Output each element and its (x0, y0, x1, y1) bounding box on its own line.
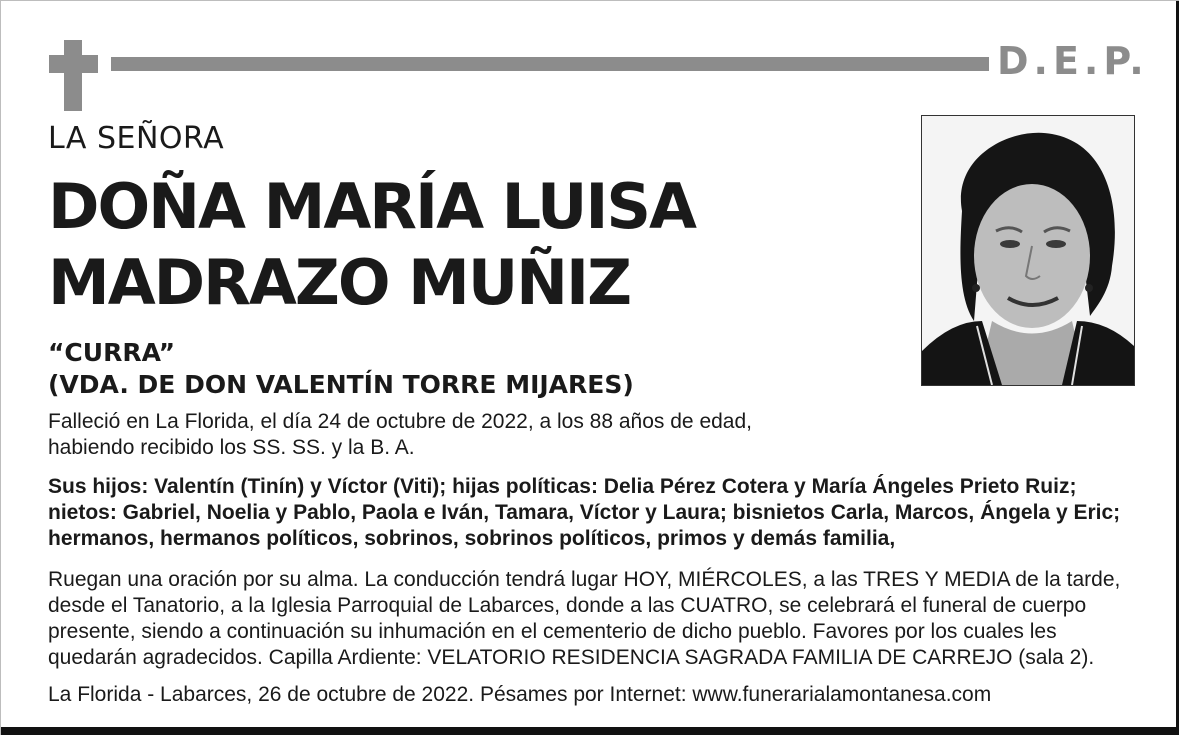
death-notice-line: habiendo recibido los SS. SS. y la B. A. (48, 436, 415, 459)
family-list (48, 474, 1158, 552)
funeral-details-line: desde el Tanatorio, a la Iglesia Parroquial de Labarces, donde a las CUATRO, se celebrará el funeral de cuerpo (48, 594, 1087, 617)
family-list-line: Sus hijos: Valentín (Tinín) y Víctor (Viti); hijas políticas: Delia Pérez Cotera y María Ángeles Prieto Ruiz; (48, 475, 1077, 498)
deceased-name-line-2: MADRAZO MUÑIZ (48, 246, 631, 319)
funeral-details-line: quedarán agradecidos. Capilla Ardiente: VELATORIO RESIDENCIA SAGRADA FAMILIA DE CARREJO (sala 2). (48, 646, 1095, 669)
funeral-details-line: presente, siendo a continuación su inhumación en el cementerio de dicho pueblo. Favores por los cuales les (48, 620, 1057, 643)
portrait-photo-icon (922, 116, 1134, 385)
deceased-name (48, 169, 888, 321)
family-list-line: nietos: Gabriel, Noelia y Pablo, Paola e Iván, Tamara, Víctor y Laura; bisnietos Carla, Marcos, Ángela y Eric; (48, 501, 1121, 524)
deceased-name-line-1: DOÑA MARÍA LUISA (48, 170, 696, 243)
footer-place-date: La Florida - Labarces, 26 de octubre de 2022. Pésames por Internet: www.funerarialamontanesa.com (48, 683, 992, 706)
frame-bottom-border (1, 727, 1179, 735)
funeral-details (48, 567, 1158, 671)
frame-right-border (1176, 1, 1179, 735)
family-list-line: hermanos, hermanos políticos, sobrinos, sobrinos políticos, primos y demás familia, (48, 527, 896, 550)
cross-icon-vertical (64, 40, 82, 111)
dep-label: D.E.P. (997, 39, 1149, 83)
cross-icon-horizontal (49, 55, 98, 73)
deceased-nickname: “CURRA” (48, 338, 176, 367)
header-rule (111, 57, 989, 71)
portrait-photo (921, 115, 1135, 386)
death-notice (48, 409, 1158, 461)
funeral-details-line: Ruegan una oración por su alma. La conducción tendrá lugar HOY, MIÉRCOLES, a las TRES Y MEDIA de la tarde, (48, 568, 1121, 591)
deceased-widow-of: (VDA. DE DON VALENTÍN TORRE MIJARES) (48, 370, 634, 399)
death-notice-line: Falleció en La Florida, el día 24 de octubre de 2022, a los 88 años de edad, (48, 410, 752, 433)
deceased-title: LA SEÑORA (48, 121, 225, 156)
